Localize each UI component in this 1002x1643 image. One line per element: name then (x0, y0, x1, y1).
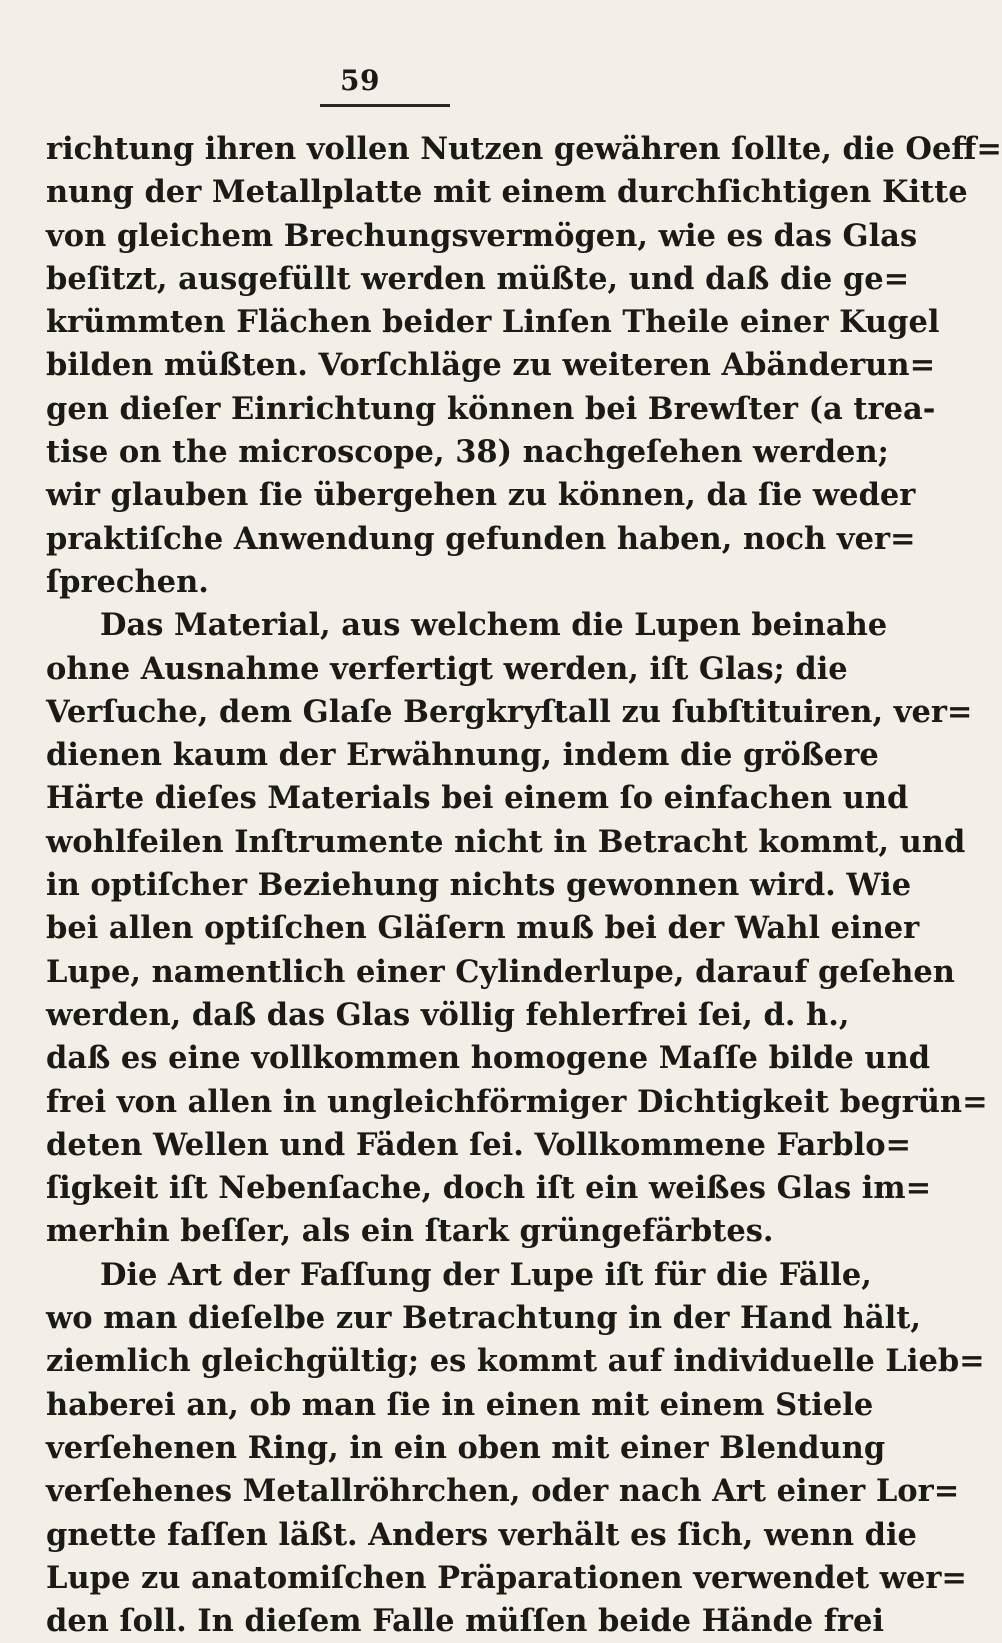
text-line: beſitzt, ausgefüllt werden müßte, und daß die ge= (46, 260, 910, 297)
text-line: ziemlich gleichgültig; es kommt auf individuelle Lieb= (46, 1343, 985, 1380)
text-line: Härte dieſes Materials bei einem ſo einfachen und (46, 780, 909, 817)
text-line: krümmten Flächen beider Linſen Theile einer Kugel (46, 304, 940, 341)
text-line: ſigkeit iſt Nebenſache, doch iſt ein weißes Glas im= (46, 1170, 932, 1207)
text-line: nung der Metallplatte mit einem durchſichtigen Kitte (46, 174, 968, 211)
text-line: verſehenen Ring, in ein oben mit einer Blendung (46, 1429, 886, 1466)
text-line: Verſuche, dem Glaſe Bergkryſtall zu ſubſtituiren, ver= (46, 693, 973, 730)
page-number-rule (320, 104, 450, 107)
text-line: richtung ihren vollen Nutzen gewähren ſollte, die Oeff= (46, 131, 1002, 167)
text-line: tise on the microscope, 38) nachgeſehen werden; (46, 434, 889, 471)
text-line: daß es eine vollkommen homogene Maſſe bilde und (46, 1040, 931, 1077)
text-line: merhin beſſer, als ein ſtark grüngefärbtes. (46, 1213, 774, 1250)
text-line: wohlfeilen Inſtrumente nicht in Betracht kommt, und (46, 823, 966, 860)
text-line: verſehenes Metallröhrchen, oder nach Art einer Lor= (46, 1473, 960, 1510)
text-line: dienen kaum der Erwähnung, indem die größere (46, 737, 879, 774)
text-line: bei allen optiſchen Gläſern muß bei der Wahl einer (46, 910, 920, 947)
text-line: ohne Ausnahme verfertigt werden, iſt Glas; die (46, 650, 848, 687)
text-line: ſprechen. (46, 563, 209, 600)
text-line: wo man dieſelbe zur Betrachtung in der Hand hält, (46, 1300, 921, 1337)
text-line: praktiſche Anwendung gefunden haben, noch ver= (46, 520, 916, 557)
body-text (46, 128, 1002, 1643)
paragraph-start-line: Das Material, aus welchem die Lupen beinahe (100, 607, 888, 644)
text-line: den ſoll. In dieſem Falle müſſen beide Hände frei (46, 1603, 884, 1640)
text-line: in optiſcher Beziehung nichts gewonnen wird. Wie (46, 867, 912, 904)
paragraph-start-line: Die Art der Faſſung der Lupe iſt für die Fälle, (100, 1256, 872, 1293)
text-line: von gleichem Brechungsvermögen, wie es das Glas (46, 217, 918, 254)
text-line: gen dieſer Einrichtung können bei Brewſter (a trea- (46, 390, 936, 427)
text-line: Lupe, namentlich einer Cylinderlupe, darauf geſehen (46, 953, 955, 990)
text-line: gnette faſſen läßt. Anders verhält es ſich, wenn die (46, 1516, 917, 1553)
text-line: bilden müßten. Vorſchläge zu weiteren Abänderun= (46, 347, 936, 384)
text-line: haberei an, ob man ſie in einen mit einem Stiele (46, 1386, 874, 1423)
text-line: deten Wellen und Fäden ſei. Vollkommene Farblo= (46, 1126, 912, 1163)
text-line: wir glauben ſie übergehen zu können, da ſie weder (46, 477, 916, 514)
page-number: 59 (340, 64, 380, 97)
text-line: werden, daß das Glas völlig fehlerfrei ſei, d. h., (46, 996, 850, 1033)
text-line: Lupe zu anatomiſchen Präparationen verwendet wer= (46, 1559, 967, 1596)
text-line: frei von allen in ungleichförmiger Dichtigkeit begrün= (46, 1083, 988, 1120)
